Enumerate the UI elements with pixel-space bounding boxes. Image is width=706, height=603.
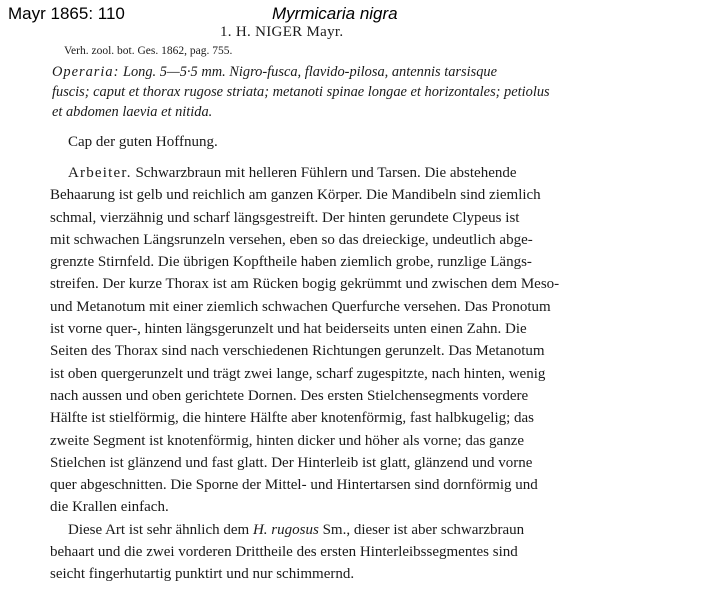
paragraph-line: quer abgeschnitten. Die Sporne der Mittel- und Hintertarsen sind dornförmig und <box>50 477 538 494</box>
reference-label: Mayr 1865: 110 <box>8 4 125 23</box>
latin-diagnosis <box>52 62 702 122</box>
paragraph-line: mit schwachen Längsrunzeln versehen, eben so das dreieckige, undeutlich abge- <box>50 231 533 248</box>
taxon-title: Myrmicaria nigra <box>272 4 398 23</box>
paragraph-line: grenzte Stirnfeld. Die übrigen Kopftheile haben ziemlich grobe, runzlige Längs- <box>50 254 532 271</box>
paragraph-line: Behaarung ist gelb und reichlich am ganzen Körper. Die Mandibeln sind ziemlich <box>50 187 541 204</box>
paragraph-line: Seiten des Thorax sind nach verschiedenen Richtungen gerunzelt. Das Metanotum <box>50 343 545 360</box>
species-name: H. rugosus <box>252 521 319 538</box>
paragraph-line: zweite Segment ist knotenförmig, hinten dicker und höher als vorne; das ganze <box>50 432 525 449</box>
paragraph-line: Diese Art ist sehr ähnlich dem H. rugosus Sm., dieser ist aber schwarzbraun <box>68 521 525 538</box>
paragraph-line: streifen. Der kurze Thorax ist am Rücken bogig gekrümmt und zwischen dem Meso- <box>50 276 560 293</box>
species-heading: 1. H. NIGER Mayr. <box>220 24 344 40</box>
paragraph-line: und Metanotum mit einer ziemlich schwachen Querfurche versehen. Das Pronotum <box>50 298 551 315</box>
diagnosis-line: et abdomen laevia et nitida. <box>52 104 213 120</box>
locality: Cap der guten Hoffnung. <box>68 134 218 150</box>
paragraph-line: die Krallen einfach. <box>50 499 169 516</box>
paragraph-line: behaart und die zwei vorderen Drittheile des ersten Hinterleibssegmentes sind <box>50 544 518 561</box>
description-body <box>50 162 702 586</box>
paragraph-line: schmal, vierzähnig und scharf längsgestreift. Der hinten gerundete Clypeus ist <box>50 209 520 226</box>
paragraph-line: Arbeiter. Schwarzbraun mit helleren Fühlern und Tarsen. Die abstehende <box>68 165 517 181</box>
paragraph-line: Hälfte ist stielförmig, die hintere Hälfte aber knotenförmig, fast halbkugelig; das <box>50 410 535 427</box>
caste-lead: Arbeiter. <box>68 165 132 181</box>
paragraph-line: nach aussen und oben gerichtete Dornen. Des ersten Stielchensegments vordere <box>50 387 529 404</box>
diagnosis-line <box>52 62 702 82</box>
diagnosis-line: fuscis; caput et thorax rugose striata; metanoti spinae longae et horizontales; petiolus <box>52 84 550 100</box>
paragraph-line: ist vorne quer-, hinten längsgerunzelt und hat beiderseits unten einen Zahn. Die <box>50 321 527 338</box>
diagnosis-text: Long. 5—5·5 mm. Nigro-fusca, flavido-pilosa, antennis tarsisque <box>119 64 497 80</box>
paragraph-line: ist oben quergerunzelt und trägt zwei lange, scharf zugespitzte, nach hinten, wenig <box>50 365 546 382</box>
citation: Verh. zool. bot. Ges. 1862, pag. 755. <box>64 45 233 57</box>
diagnosis-lead: Operaria: <box>52 64 120 80</box>
paragraph-line: Stielchen ist glänzend und fast glatt. Der Hinterleib ist glatt, glänzend und vorne <box>50 454 533 471</box>
paragraph-line: seicht fingerhutartig punktirt und nur schimmernd. <box>50 566 355 583</box>
